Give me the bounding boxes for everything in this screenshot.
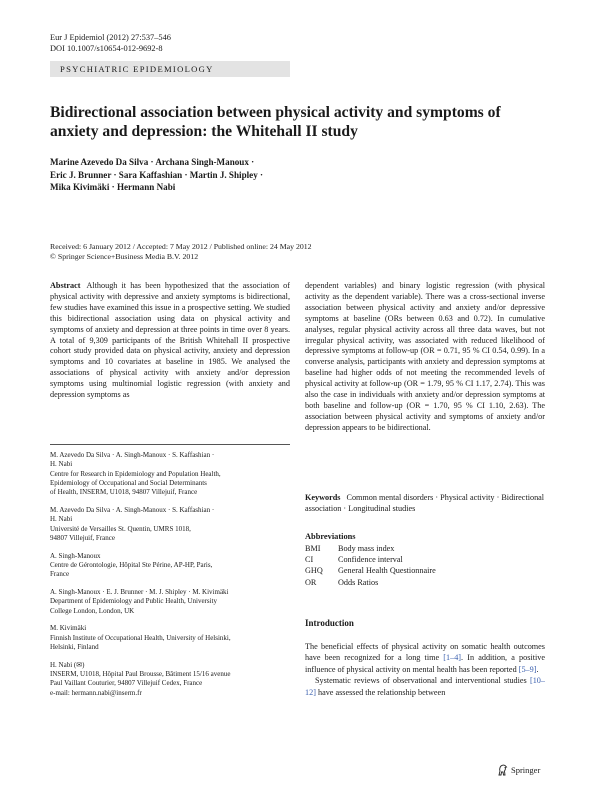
affiliation-line: Université de Versailles St. Quentin, UMRS 1018, xyxy=(50,524,191,533)
abstract-text-part1: Although it has been hypothesized that the association of physical activity with depressive and anxiety symptoms is bidirectional, few studies have examined this issue in a prospective setting. We studied this bidirectional association using data on physical activity and symptoms of anxiety and depression at three points in time over 8 years. A total of 9,309 participants of the British Whitehall II prospective cohort study provided data on physical activity, anxiety and depression symptoms and 10 covariates at baseline in 1985. We analysed the associations of physical activity with anxiety and/or depression symptoms using multinomial logistic regression (with anxiety and depression symptoms as xyxy=(50,281,290,400)
abstract-text-part2: dependent variables) and binary logistic regression (with physical activity as the dependent variable). There was a cross-sectional inverse association between physical activity and anxiety and/or depressive symptoms at baseline (ORs between 0.63 and 0.72). In cumulative analyses, regular physical activity across all three data waves, but not irregular physical activity, was associated with reduced likelihood of depressive symptoms at follow-up (OR = 0.71, 95 % CI 0.54, 0.99). In a converse analysis, participants with anxiety and depression symptoms at baseline had higher odds of not meeting the recommended levels of physical activity at follow-up (OR = 1.79, 95 % CI 1.17, 2.74). This was also the case in individuals with anxiety and/or depression symptoms at both baseline and follow-up (OR = 1.70, 95 % CI 1.10, 2.63). The association between physical activity and symptoms of anxiety and/or depression appears to be bidirectional. xyxy=(305,281,545,432)
affiliation-line: Finnish Institute of Occupational Health, University of Helsinki, xyxy=(50,633,231,642)
author-line: Marine Azevedo Da Silva · Archana Singh-Manoux · xyxy=(50,157,255,167)
publisher-name: Springer xyxy=(511,765,541,775)
dates-line: Received: 6 January 2012 / Accepted: 7 May 2012 / Published online: 24 May 2012 xyxy=(50,242,312,251)
affiliation-line: M. Azevedo Da Silva · A. Singh-Manoux · S. Kaffashian · xyxy=(50,505,215,514)
abbreviation-term: CI xyxy=(305,555,314,565)
journal-citation xyxy=(50,33,171,54)
keywords xyxy=(305,492,545,514)
keywords-label: Keywords xyxy=(305,493,341,502)
author-line: Mika Kivimäki · Hermann Nabi xyxy=(50,182,176,193)
affiliation-line: Department of Epidemiology and Public Health, University xyxy=(50,597,217,606)
affiliation-block xyxy=(50,588,290,616)
author-list xyxy=(50,156,530,194)
affiliation-line: A. Singh-Manoux xyxy=(50,551,101,560)
affiliation-line: e-mail: hermann.nabi@inserm.fr xyxy=(50,688,142,697)
abbreviation-definition: Odds Ratios xyxy=(338,577,379,587)
abstract-left-column xyxy=(50,281,290,401)
intro-paragraph-2: Systematic reviews of observational and interventional studies [10–12] have assessed the relationship between xyxy=(305,676,545,697)
abbreviation-definition: Confidence interval xyxy=(338,555,403,565)
affiliation-line: Centre de Gérontologie, Hôpital Ste Périne, AP-HP, Paris, xyxy=(50,560,213,569)
abbreviation-definition: Body mass index xyxy=(338,544,395,553)
affiliation-line: Epidemiology of Occupational and Social Determinants xyxy=(50,478,207,487)
citation-link[interactable]: [5–9] xyxy=(518,664,537,674)
abstract-right-column xyxy=(305,281,545,434)
introduction-heading: Introduction xyxy=(305,618,354,628)
copyright-line: © Springer Science+Business Media B.V. 2012 xyxy=(50,252,199,262)
keywords-text: Common mental disorders · Physical activity · Bidirectional association · Longitudinal studies xyxy=(305,493,545,514)
affiliations xyxy=(50,451,290,707)
affiliation-block xyxy=(50,506,290,543)
affiliation-divider xyxy=(50,444,290,445)
abbreviation-definition: General Health Questionnaire xyxy=(338,566,436,576)
affiliation-line: INSERM, U1018, Hôpital Paul Brousse, Bâtiment 15/16 avenue xyxy=(50,670,231,679)
article-title: Bidirectional association between physical activity and symptoms of anxiety and depression: the Whitehall II study xyxy=(50,104,501,140)
affiliation-line: H. Nabi (✉) xyxy=(50,660,85,669)
affiliation-line: Helsinki, Finland xyxy=(50,643,99,652)
intro-paragraph-1: The beneficial effects of physical activity on somatic health outcomes have been recognized for a long time [1–4]. In addition, a positive influence of physical activity on mental health has been reported [5–9]. xyxy=(305,642,545,674)
abbreviation-row xyxy=(305,554,436,565)
section-banner xyxy=(50,61,290,77)
citation-link[interactable]: [1–4] xyxy=(443,653,462,663)
abbreviation-term: BMI xyxy=(305,544,321,553)
affiliation-line: A. Singh-Manoux · E. J. Brunner · M. J. Shipley · M. Kivimäki xyxy=(50,588,229,597)
affiliation-block xyxy=(50,451,290,497)
affiliation-line: Centre for Research in Epidemiology and Population Health, xyxy=(50,469,221,478)
affiliation-line: M. Kivimäki xyxy=(50,624,87,633)
introduction-text xyxy=(305,641,545,698)
abbreviation-row xyxy=(305,543,436,554)
section-label: PSYCHIATRIC EPIDEMIOLOGY xyxy=(60,64,214,74)
affiliation-line: Paul Vaillant Couturier, 94807 Villejuif Cedex, France xyxy=(50,679,203,688)
journal-line: Eur J Epidemiol (2012) 27:537–546 xyxy=(50,33,171,42)
affiliation-line: H. Nabi xyxy=(50,515,73,524)
affiliation-line: 94807 Villejuif, France xyxy=(50,533,115,542)
affiliation-line: of Health, INSERM, U1018, 94807 Villejuif, France xyxy=(50,488,198,497)
springer-horse-icon xyxy=(497,764,508,776)
affiliation-line: H. Nabi xyxy=(50,460,73,469)
abstract-label: Abstract xyxy=(50,281,81,290)
affiliation-block xyxy=(50,624,290,652)
abbreviation-row xyxy=(305,565,436,576)
author-line: Eric J. Brunner · Sara Kaffashian · Martin J. Shipley · xyxy=(50,169,264,180)
publisher-logo xyxy=(497,764,540,776)
abbreviations-list xyxy=(305,543,436,588)
abbreviation-term: OR xyxy=(305,577,317,587)
affiliation-block xyxy=(50,552,290,580)
affiliation-line: M. Azevedo Da Silva · A. Singh-Manoux · S. Kaffashian · xyxy=(50,451,215,459)
doi-line: DOI 10.1007/s10654-012-9692-8 xyxy=(50,43,163,53)
affiliation-line: College London, London, UK xyxy=(50,606,135,615)
abbreviation-term: GHQ xyxy=(305,566,323,576)
citation-link[interactable]: [10–12] xyxy=(305,676,545,697)
affiliation-line: France xyxy=(50,570,70,579)
abbreviations-title: Abbreviations xyxy=(305,532,356,541)
abbreviation-row xyxy=(305,577,436,588)
affiliation-block xyxy=(50,661,290,698)
publication-dates xyxy=(50,242,550,262)
